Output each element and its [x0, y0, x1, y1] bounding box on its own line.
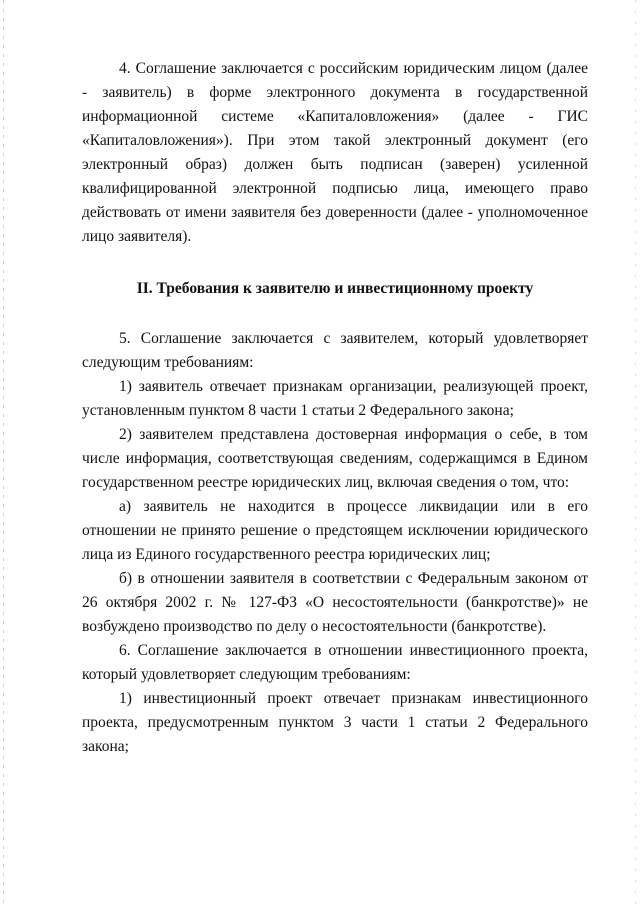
list-item-5-2-b: б) в отношении заявителя в соответствии с Федеральным законом от 26 октября 2002 г. № 127-ФЗ «О несостоятельности (банкротстве)» не возбуждено производство по делу о несостоятельности (банкротстве).: [82, 570, 588, 635]
list-item-5-1: 1) заявитель отвечает признакам организации, реализующей проект, установленным пунктом 8 части 1 статьи 2 Федерального закона;: [82, 378, 588, 419]
paragraph-section-6: 6. Соглашение заключается в отношении инвестиционного проекта, который удовлетворяет следующим требованиям:: [82, 642, 588, 683]
list-item-5-2-a: а) заявитель не находится в процессе ликвидации или в его отношении не принято решение о предстоящем исключении юридического лица из Единого государственного реестра юридических лиц;: [82, 498, 588, 563]
list-item-6-1: 1) инвестиционный проект отвечает признакам инвестиционного проекта, предусмотренным пунктом 3 части 1 статьи 2 Федерального закона;: [82, 690, 588, 755]
document-body: [82, 57, 588, 759]
scan-edge-right: [635, 0, 636, 905]
scan-edge-left: [3, 0, 4, 905]
paragraph-section-5: 5. Соглашение заключается с заявителем, который удовлетворяет следующим требованиям:: [82, 330, 588, 371]
paragraph-section-4: 4. Соглашение заключается с российским юридическим лицом (далее - заявитель) в форме электронного документа в государственной информационной системе «Капиталовложения» (далее - ГИС «Капиталовложения»). При этом такой электронный документ (его электронный образ) должен быть подписан (заверен) усиленной квалифицированной электронной подписью лица, имеющего право действовать от имени заявителя без доверенности (далее - уполномоченное лицо заявителя).: [82, 60, 588, 245]
list-item-5-2: 2) заявителем представлена достоверная информация о себе, в том числе информация, соответствующая сведениям, содержащимся в Едином государственном реестре юридических лиц, включая сведения о том, что:: [82, 426, 588, 491]
section-heading: II. Требования к заявителю и инвестиционному проекту: [136, 280, 534, 297]
